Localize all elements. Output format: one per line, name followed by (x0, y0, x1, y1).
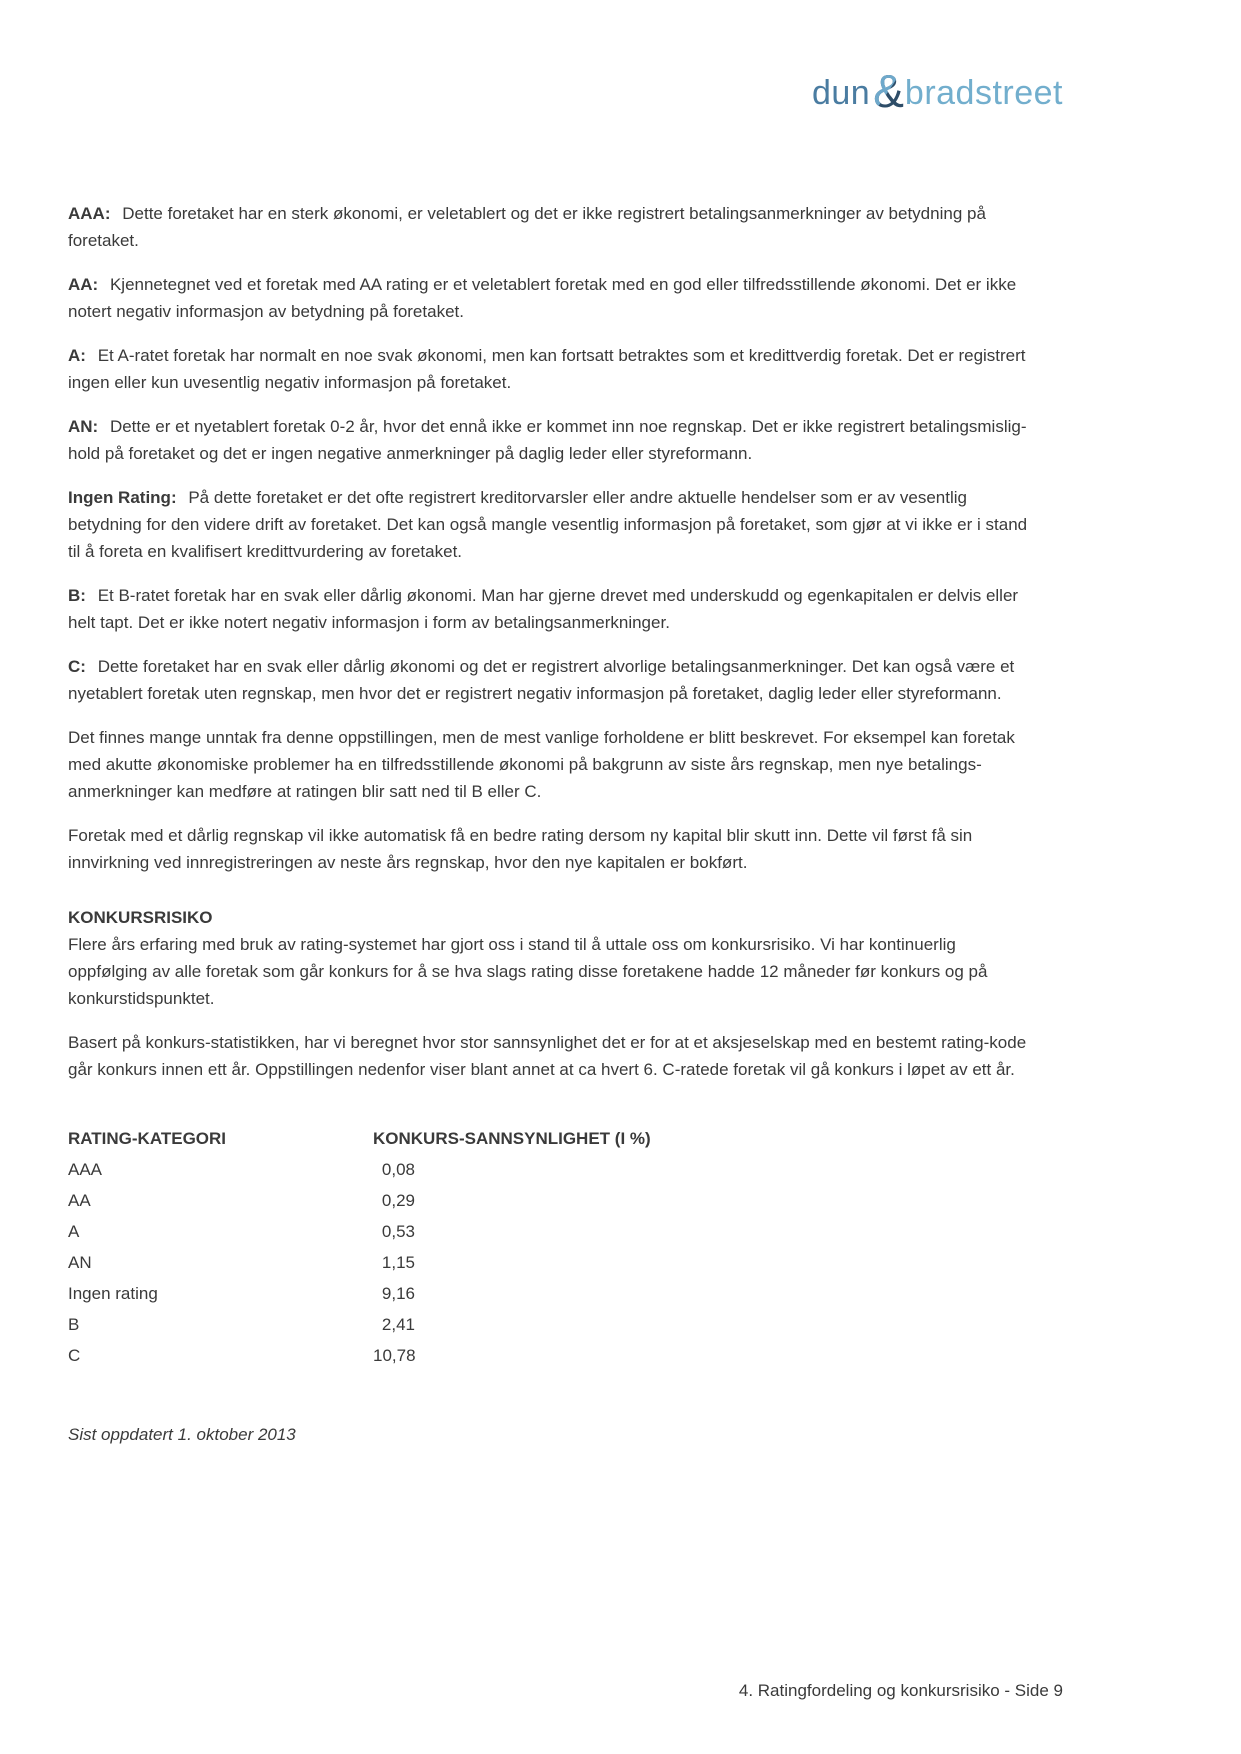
rating-term-ingen-rating: Ingen Rating: (68, 488, 177, 507)
rating-category: A (68, 1222, 80, 1241)
table-row (68, 1187, 1033, 1218)
rating-term-aaa: AAA: (68, 204, 111, 223)
table-row (68, 1249, 1033, 1280)
rating-category: B (68, 1315, 80, 1334)
table-row (68, 1342, 1033, 1373)
rating-description-ingen-rating: På dette foretaket er det ofte registrert kreditorvarsler eller andre aktuelle hendelser som er av vesentlig betydning for den videre drift av foretaket. Det kan også mangle vesentlig informasjon på foretaket, som gjør at vi ikke er i stand til å foreta en kvalifisert kredittvurdering av foretaket. (68, 488, 1028, 561)
paragraph-exceptions (68, 724, 1033, 805)
rating-description-aa: Kjennetegnet ved et foretak med AA rating er et veletablert foretak med en god eller tilfredsstillende økonomi. Det er ikke notert negativ informasjon av betydning på foretaket. (68, 275, 1017, 321)
paragraph-c (68, 653, 1033, 707)
table-header-row (68, 1125, 1033, 1156)
paragraph-ingen-rating (68, 484, 1033, 565)
paragraph-exceptions-text: Det finnes mange unntak fra denne oppstillingen, men de mest vanlige forholdene er blitt beskrevet. For eksempel kan foretak med akutte økonomiske problemer ha en tilfredsstillende økonomi på bakgrunn av siste års regnskap, men nye betalings- anmerkninger kan medføre at ratingen blir satt ned til B eller C. (68, 728, 1015, 801)
konkurs-probability: 9,16 (381, 1284, 415, 1303)
dnb-logo (811, 65, 1063, 118)
konkurs-probability: 0,29 (381, 1191, 415, 1210)
rating-category: AA (68, 1191, 91, 1210)
konkurs-probability: 2,41 (381, 1315, 415, 1334)
konkurs-probability: 10,78 (373, 1346, 416, 1365)
last-updated-note: Sist oppdatert 1. oktober 2013 (68, 1425, 296, 1444)
column-header-rating-kategori: RATING-KATEGORI (68, 1129, 227, 1148)
rating-term-b: B: (68, 586, 86, 605)
rating-category: C (68, 1346, 81, 1365)
page-footer: 4. Ratingfordeling og konkursrisiko - Side 9 (738, 1681, 1063, 1700)
paragraph-an (68, 413, 1033, 467)
rating-term-aa: AA: (68, 275, 99, 294)
konkursrisiko-heading: KONKURSRISIKO (68, 908, 213, 927)
table-row (68, 1280, 1033, 1311)
rating-category: Ingen rating (68, 1284, 158, 1303)
logo-dun-text: dun (811, 74, 871, 112)
paragraph-aa (68, 271, 1033, 325)
table-row (68, 1156, 1033, 1187)
paragraph-a (68, 342, 1033, 396)
logo-bradstreet-text: bradstreet (904, 74, 1063, 112)
konkurs-probability: 1,15 (381, 1253, 415, 1272)
rating-description-an: Dette er et nyetablert foretak 0-2 år, hvor det ennå ikke er kommet inn noe regnskap. Det er ikke registrert betalingsmislig- hold på foretaket og det er ingen negative anmerkninger på daglig leder eller styreformann. (68, 417, 1027, 463)
logo-ampersand-icon: & & (873, 68, 904, 114)
paragraph-new-capital-text: Foretak med et dårlig regnskap vil ikke automatisk få en bedre rating dersom ny kapital blir skutt inn. Dette vil først få sin innvirkning ved innregistreringen av neste års regnskap, hvor den nye kapitalen er bokført. (68, 826, 973, 872)
rating-description-c: Dette foretaket har en svak eller dårlig økonomi og det er registrert alvorlige betalingsanmerkninger. Det kan også være et nyetablert foretak uten regnskap, men hvor det er registrert negativ informasjon på foretaket, daglig leder eller styreformann. (68, 657, 1015, 703)
table-row (68, 1311, 1033, 1342)
konkursrisiko-paragraph-2: Basert på konkurs-statistikken, har vi beregnet hvor stor sannsynlighet det er for at et aksjeselskap med en bestemt rating-kode går konkurs innen ett år. Oppstillingen nedenfor viser blant annet at ca hvert 6. C-ratede foretak vil gå konkurs i løpet av ett år. (68, 1033, 1027, 1079)
rating-category: AN (68, 1253, 92, 1272)
paragraph-new-capital (68, 822, 1033, 876)
rating-term-an: AN: (68, 417, 99, 436)
rating-term-c: C: (68, 657, 86, 676)
paragraph-aaa (68, 200, 1033, 254)
paragraph-b (68, 582, 1033, 636)
konkurs-probability: 0,53 (381, 1222, 415, 1241)
konkurs-probability: 0,08 (381, 1160, 415, 1179)
rating-term-a: A: (68, 346, 86, 365)
rating-category: AAA (68, 1160, 103, 1179)
konkurs-probability-table (68, 1125, 1033, 1373)
rating-description-aaa: Dette foretaket har en sterk økonomi, er veletablert og det er ikke registrert betalingsanmerkninger av betydning på foretaket. (68, 204, 986, 250)
document-body (68, 200, 1033, 1448)
table-row (68, 1218, 1033, 1249)
rating-description-a: Et A-ratet foretak har normalt en noe svak økonomi, men kan fortsatt betraktes som et kredittverdig foretak. Det er registrert ingen eller kun uvesentlig negativ informasjon på foretaket. (68, 346, 1026, 392)
column-header-konkurs-sannsynlighet: KONKURS-SANNSYNLIGHET (I %) (373, 1129, 651, 1148)
rating-description-b: Et B-ratet foretak har en svak eller dårlig økonomi. Man har gjerne drevet med underskudd og egenkapitalen er delvis eller helt tapt. Det er ikke notert negativ informasjon i form av betalingsanmerkninger. (68, 586, 1019, 632)
konkursrisiko-paragraph-1: Flere års erfaring med bruk av rating-systemet har gjort oss i stand til å uttale oss om konkursrisiko. Vi har kontinuerlig oppfølging av alle foretak som går konkurs for å se hva slags rating disse foretakene hadde 12 måneder før konkurs og på konkurstidspunktet. (68, 935, 988, 1008)
